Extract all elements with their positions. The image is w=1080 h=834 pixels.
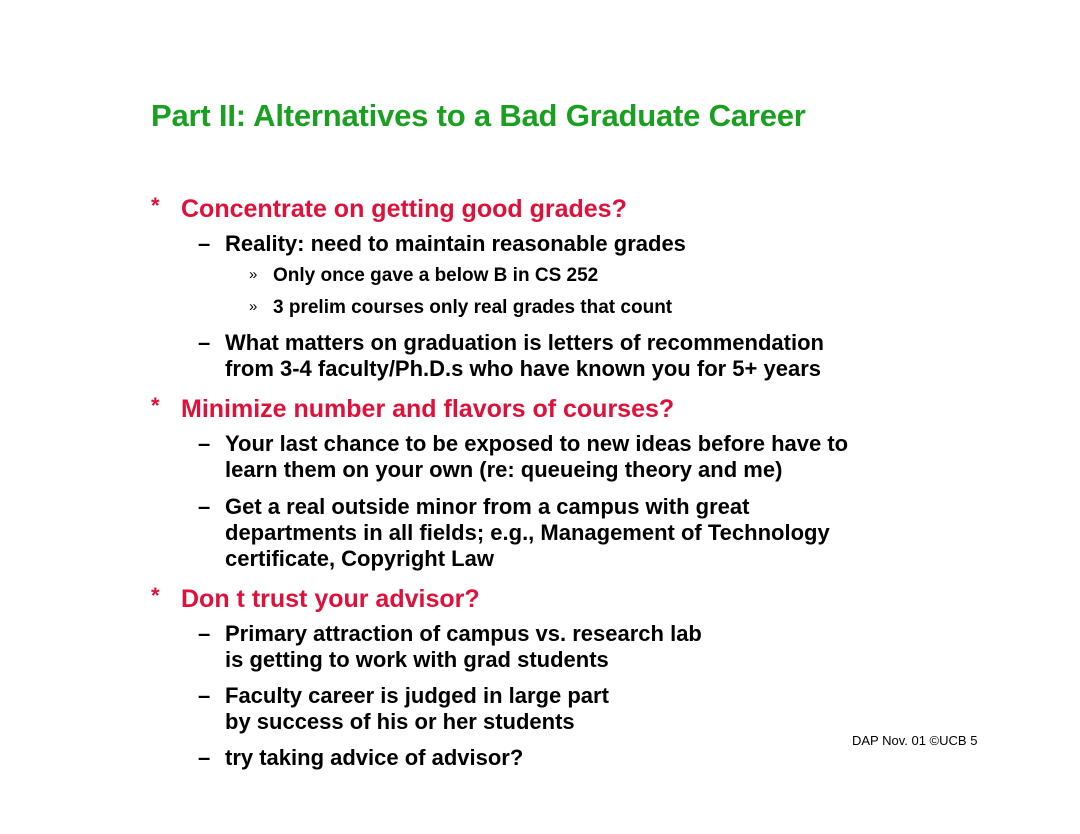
dash-marker: – xyxy=(198,621,211,646)
heading-text: Minimize number and flavors of courses? xyxy=(181,395,675,423)
item-line: Your last chance to be exposed to new ideas before have to xyxy=(225,431,849,456)
sub-marker: » xyxy=(249,298,258,315)
slide-footer: DAP Nov. 01 ©UCB 5 xyxy=(852,733,978,748)
dash-marker: – xyxy=(198,683,211,708)
sub-marker: » xyxy=(249,266,258,283)
bullet-star-icon: * xyxy=(151,393,160,418)
dash-marker: – xyxy=(198,231,211,256)
item-line: Primary attraction of campus vs. research lab xyxy=(225,621,702,646)
dash-marker: – xyxy=(198,494,211,519)
dash-marker: – xyxy=(198,330,211,355)
bullet-star-icon: * xyxy=(151,583,160,608)
sub-item-text: 3 prelim courses only real grades that count xyxy=(273,297,673,318)
item-line: from 3-4 faculty/Ph.D.s who have known you for 5+ years xyxy=(225,356,821,381)
item-line: departments in all fields; e.g., Management of Technology xyxy=(225,520,830,545)
item-line: by success of his or her students xyxy=(225,709,575,734)
item-line: learn them on your own (re: queueing theory and me) xyxy=(225,457,783,482)
item-line: certificate, Copyright Law xyxy=(225,546,494,571)
item-line: What matters on graduation is letters of recommendation xyxy=(225,330,824,355)
heading-text: Don t trust your advisor? xyxy=(181,585,480,613)
dash-marker: – xyxy=(198,745,211,770)
sub-item-text: Only once gave a below B in CS 252 xyxy=(273,265,599,286)
bullet-star-icon: * xyxy=(151,193,160,218)
item-line: is getting to work with grad students xyxy=(225,647,609,672)
item-line: Reality: need to maintain reasonable grades xyxy=(225,231,686,256)
item-line: try taking advice of advisor? xyxy=(225,745,524,770)
item-line: Faculty career is judged in large part xyxy=(225,683,609,708)
item-line: Get a real outside minor from a campus with great xyxy=(225,494,750,519)
dash-marker: – xyxy=(198,431,211,456)
heading-text: Concentrate on getting good grades? xyxy=(181,195,627,223)
slide-title: Part II: Alternatives to a Bad Graduate Career xyxy=(151,98,806,133)
